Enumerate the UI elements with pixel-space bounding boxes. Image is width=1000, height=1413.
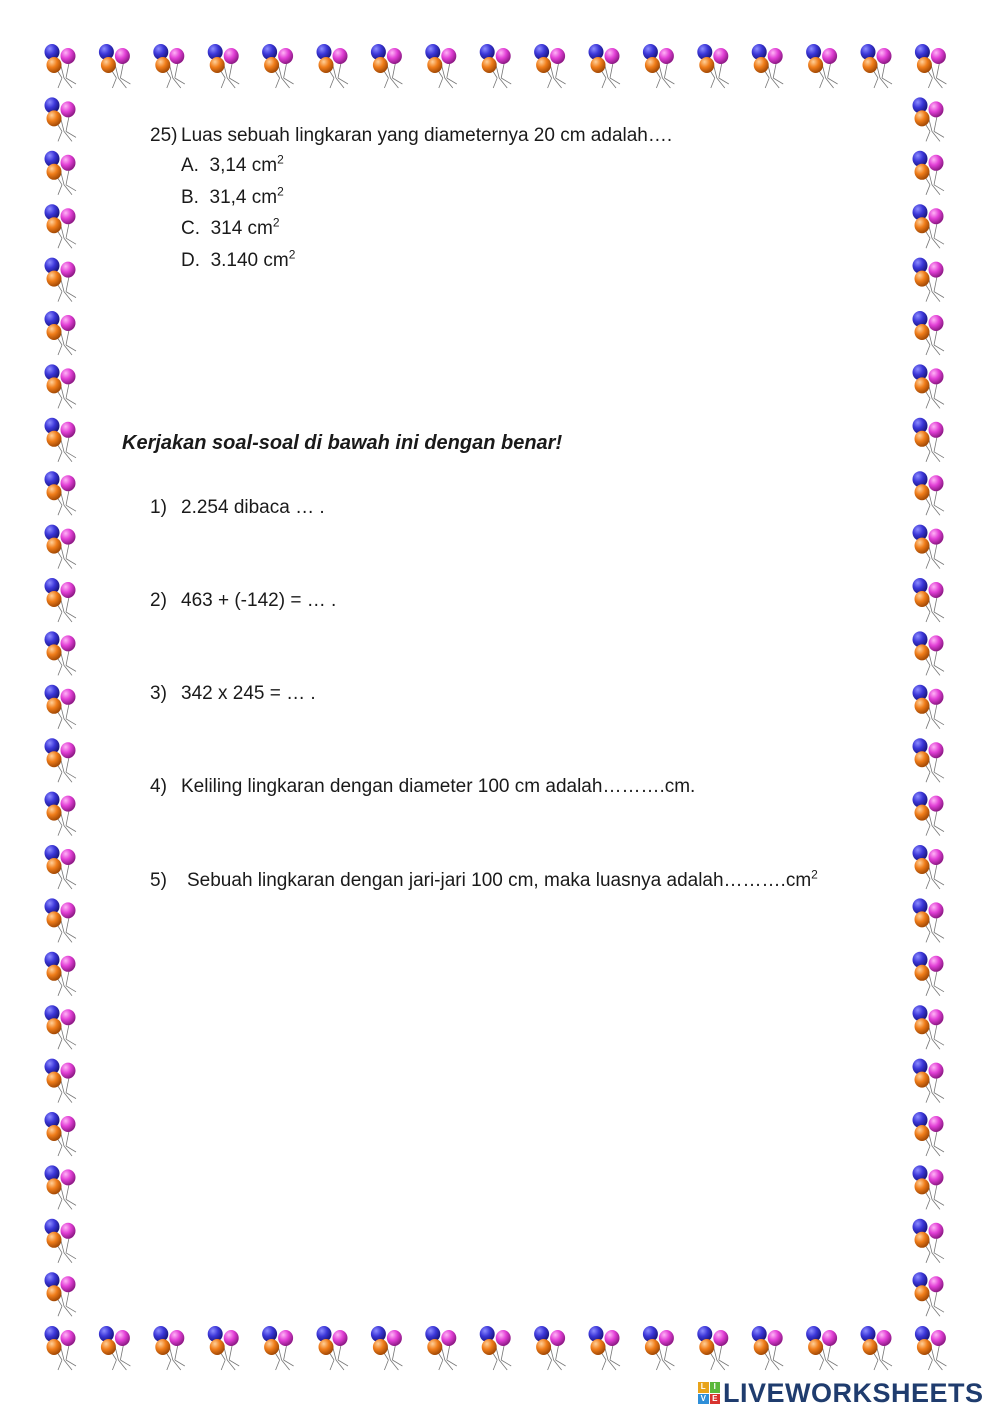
essay-2-number: 2) [150,590,167,611]
option-d-value: 3.140 cm [210,250,289,271]
essay-5-line [187,867,818,892]
option-d-sup: 2 [288,247,296,262]
essay-5-number: 5) [150,870,167,891]
option-c-value: 314 cm [210,218,273,239]
essay-2-text: 463 + (-142) = … . [181,590,337,611]
essay-1-text: 2.254 dibaca … . [181,497,325,518]
option-b-letter: B. [181,187,199,208]
option-c[interactable] [181,215,280,240]
option-a-value: 3,14 cm [209,155,278,176]
option-b-sup: 2 [277,184,284,199]
question-25-number: 25) [150,125,178,146]
option-b[interactable] [181,184,284,209]
question-25-text: Luas sebuah lingkaran yang diameternya 20 cm adalah…. [181,125,673,146]
essay-3-number: 3) [150,683,167,704]
essay-3-text: 342 x 245 = … . [181,683,316,704]
badge-letter-e: E [710,1394,721,1405]
essay-1-number: 1) [150,497,167,518]
instruction-heading: Kerjakan soal-soal di bawah ini dengan benar! [122,432,563,454]
essay-4-text: Keliling lingkaran dengan diameter 100 cm adalah……….cm. [181,776,696,797]
option-a-letter: A. [181,155,199,176]
option-c-letter: C. [181,218,200,239]
brand-text: LIVEWORKSHEETS [723,1377,984,1408]
option-a-sup: 2 [277,152,284,167]
essay-5-text: Sebuah lingkaran dengan jari-jari 100 cm, maka luasnya adalah……….cm [187,870,812,891]
essay-4-number: 4) [150,776,167,797]
live-badge-icon [698,1382,720,1404]
option-b-value: 31,4 cm [209,187,278,208]
badge-letter-i: I [710,1382,721,1393]
option-d-letter: D. [181,250,200,271]
option-a[interactable] [181,152,284,177]
option-c-sup: 2 [272,215,280,230]
badge-letter-v: V [698,1394,709,1405]
badge-letter-l: L [698,1382,709,1393]
essay-5-sup: 2 [811,867,818,882]
option-d[interactable] [181,247,296,272]
liveworksheets-logo[interactable] [698,1378,984,1408]
